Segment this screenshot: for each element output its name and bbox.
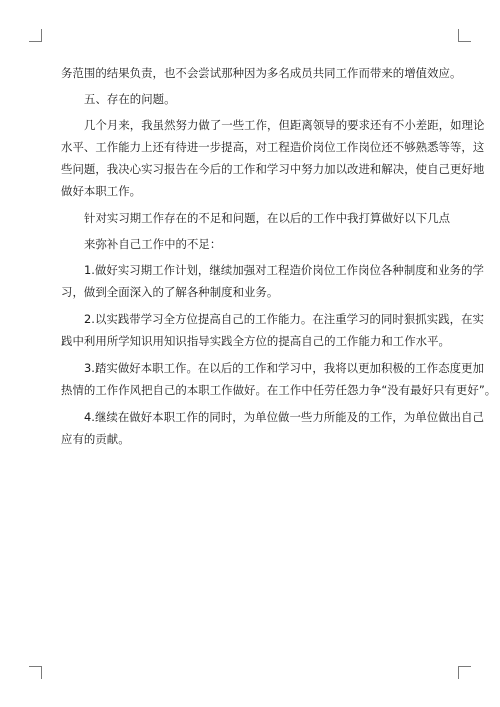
section-heading: 五、存在的问题。 <box>84 92 176 106</box>
text-line: 针对实习期工作存在的不足和问题，在以后的工作中我打算做好以下几点 <box>84 211 451 225</box>
list-item-4: 4.继续在做好本职工作的同时，为单位做一些力所能及的工作，为单位做出自己 <box>84 410 484 424</box>
text-line: 来弥补自己工作中的不足： <box>84 237 222 251</box>
text-line: 践中利用所学知识用知识指导实践全方位的提高自己的工作能力和工作水平。 <box>61 334 450 348</box>
text-line: 些问题，我决心实习报告在今后的工作和学习中努力加以改进和解决，使自己更好地 <box>61 162 485 176</box>
crop-mark-bottom-left <box>29 666 42 679</box>
text-line: 应有的贡献。 <box>61 432 130 446</box>
crop-mark-bottom-right <box>458 666 471 679</box>
list-item-3: 3.踏实做好本职工作。在以后的工作和学习中，我将以更加积极的工作态度更加 <box>84 361 484 375</box>
crop-mark-top-left <box>29 29 42 42</box>
text-line: 水平、工作能力上还有待进一步提高，对工程造价岗位工作岗位还不够熟悉等等，这 <box>61 140 485 154</box>
text-line: 习，做到全面深入的了解各种制度和业务。 <box>61 285 279 299</box>
crop-mark-top-right <box>458 29 471 42</box>
text-line: 务范围的结果负责，也不会尝试那种因为多名成员共同工作而带来的增值效应。 <box>61 66 462 80</box>
list-item-2: 2.以实践带学习全方位提高自己的工作能力。在注重学习的同时狠抓实践，在实 <box>84 312 484 326</box>
text-line: 热情的工作作风把自己的本职工作做好。在工作中任劳任怨力争“没有最好只有更好”。 <box>61 383 497 397</box>
text-line: 做好本职工作。 <box>61 184 142 198</box>
document-body <box>61 62 497 450</box>
list-item-1: 1.做好实习期工作计划，继续加强对工程造价岗位工作岗位各种制度和业务的学 <box>84 263 484 277</box>
text-line: 几个月来，我虽然努力做了一些工作，但距离领导的要求还有不小差距，如理论 <box>84 118 485 132</box>
